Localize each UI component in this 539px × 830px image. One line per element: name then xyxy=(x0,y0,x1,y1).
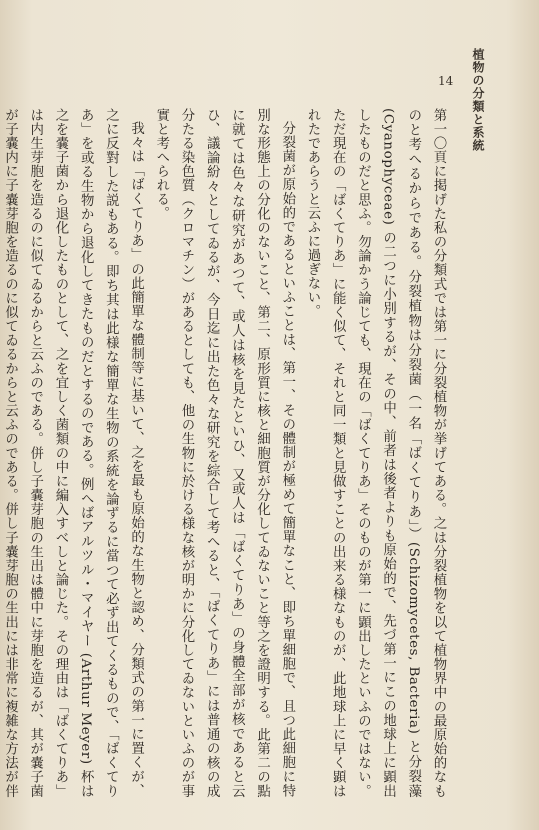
running-title: 植物の分類と系統 xyxy=(471,48,485,152)
paragraph: 我々は「ばくてりあ」の此簡單な體制等に基いて、之を最も原始的な生物と認め、分類式の第一に置くが、之に反對した説もある。即ち其は此様な簡單な生物の系統を論ずるに當つて必ず出てくるもので、「ばくてりあ」を或る生物から退化してきたものだとするのである。例へばアルツル・マイヤー (Arthur Meyer) 杯は之を嚢子菌から退化したものとして、之を宜しく菌類の中に編入すべしと論じた。その理由は「ばくてりあ」は内生芽胞を造るのに似てゐるからと云ふのである。併し子嚢芽胞の生出は體中に芽胞を造るが、其が嚢子菌が子嚢内に子嚢芽胞を造るのに似てゐるからと云ふのである。併し子嚢芽胞の生出には非常に複雑な方法が伴 xyxy=(2,108,144,798)
paragraph: 分裂菌が原始的であるといふことは、第一、その體制が極めて簡單なこと、即ち單細胞で、且つ此細胞に特別な形態上の分化のないこと、第二、原形質に核と細胞質が分化してゐないこと等之を證明する。此第二の點に就ては色々な研究があつて、或人は核を見たといひ、又或人は「ばくてりあ」の身體全部が核であると云ひ、議論紛々としてゐるが、今日迄に出た色々な研究を綜合して考へると、「ばくてりあ」には普通の核の成分たる染色質（クロマチン）があるとしても、他の生物に於ける様な核が明かに分化してゐないといふのが事實と考へられる。 xyxy=(153,108,295,798)
paragraph: 第一〇頁に掲げた私の分類式では第一に分裂植物が挙げてある。之は分裂植物を以て植物界中の最原始的なものと考へるからである。分裂植物は分裂菌（一名「ばくてりあ」）(Schizomycetes, Bacteria) と分裂藻 (Cyanophyceae) の二つに小別するが、その中、前者は後者よりも原始的で、先づ第一にこの地球上に顕出したものだと思ふ。勿論かう論じても、現在の「ばくてりあ」そのものが第一に顕出したといふのではない。ただ現在の「ばくてりあ」に能く似て、それと同一類と見做すことの出来る様なものが、此地球上に早く顕はれたであらうと云ふに過ぎない。 xyxy=(304,108,446,798)
body-text xyxy=(2,108,451,798)
page-number: 14 xyxy=(438,74,454,88)
